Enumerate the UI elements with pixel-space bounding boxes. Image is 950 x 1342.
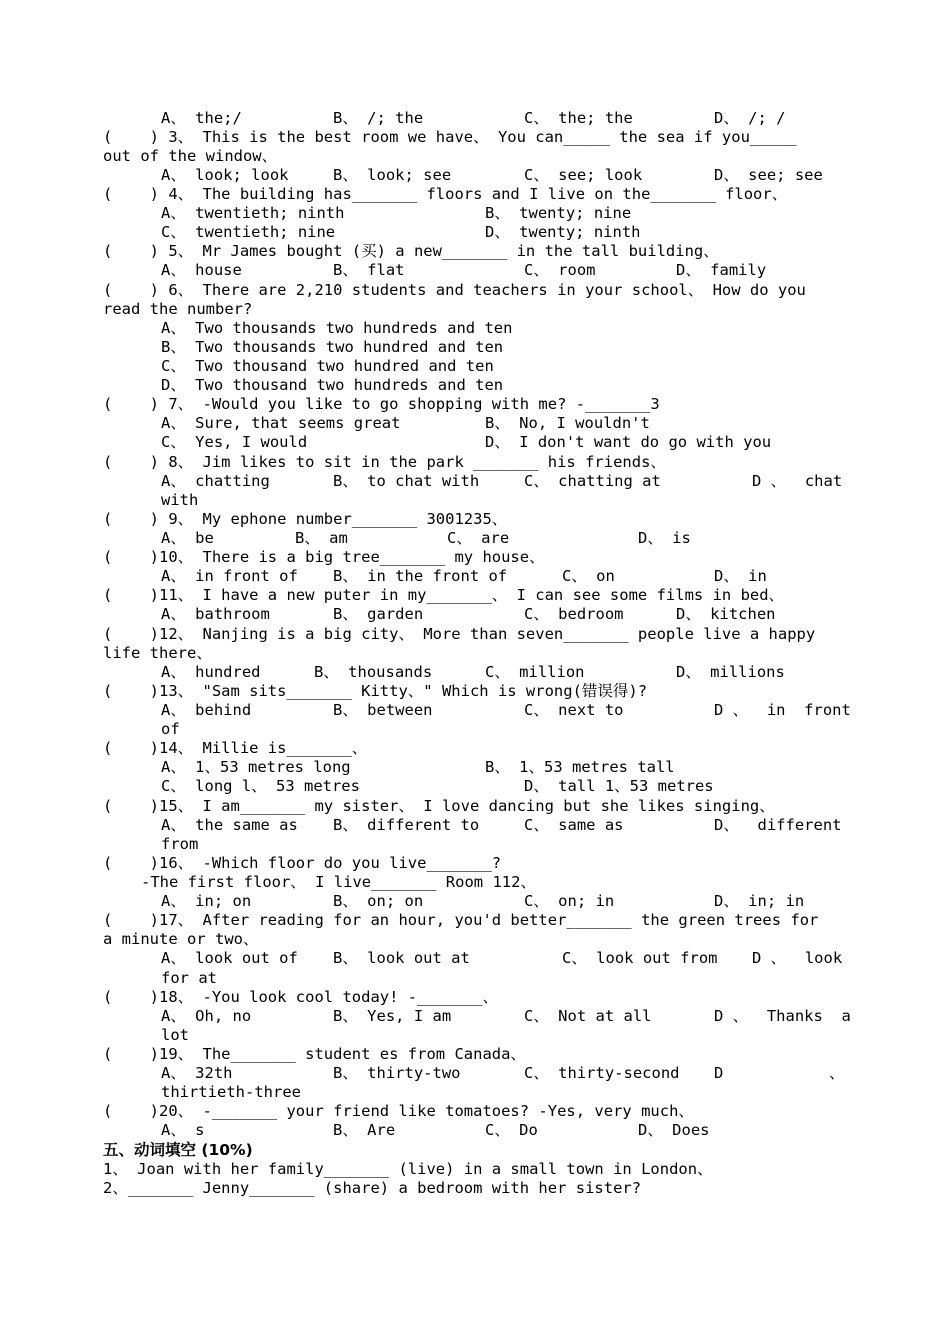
text-line: B、 1、53 metres tall [485, 758, 675, 776]
text-line: thirtieth-three [161, 1083, 301, 1101]
text-line: D、 in; in [714, 892, 805, 910]
text-line: A、 s [161, 1121, 205, 1139]
section-heading: 五、动词填空 (10%) [103, 1141, 253, 1159]
text-line: 、 [829, 1064, 845, 1082]
text-line: read the number? [103, 300, 253, 318]
text-line: D、 Does [638, 1121, 710, 1139]
text-line: A、 behind [161, 701, 252, 719]
text-line: A、 the;/ [161, 109, 242, 127]
text-line: A、 32th [161, 1064, 233, 1082]
text-line: D、 millions [676, 663, 785, 681]
text-line: of [161, 720, 180, 738]
text-line: A、 house [161, 261, 242, 279]
text-line: A、 the same as [161, 816, 298, 834]
text-line: A、 chatting [161, 472, 270, 490]
text-line: B、 No, I wouldn't [485, 414, 650, 432]
text-line: ( )11、 I have a new puter in my_______、 I can see some films in bed、 [103, 586, 785, 604]
text-line: out of the window、 [103, 147, 278, 165]
text-line: A、 in; on [161, 892, 252, 910]
text-line: B、 twenty; nine [485, 204, 632, 222]
text-line: B、 to chat with [333, 472, 480, 490]
text-line: for at [161, 969, 217, 987]
text-line: C、 see; look [524, 166, 643, 184]
text-line: A、 1、53 metres long [161, 758, 351, 776]
text-line: -The first floor、 I live_______ Room 112、 [141, 873, 536, 891]
text-line: C、 same as [524, 816, 624, 834]
text-line: ( )13、 "Sam sits_______ Kitty、" Which is wrong(错误得)? [103, 682, 648, 700]
text-line: D、 different [714, 816, 842, 834]
text-line: ( ) 9、 My ephone number_______ 3001235、 [103, 510, 508, 528]
text-line: D、 in [714, 567, 767, 585]
text-line: A、 be [161, 529, 214, 547]
text-line: ( )15、 I am_______ my sister、 I love dancing but she likes singing、 [103, 797, 775, 815]
text-line: A、 twentieth; ninth [161, 204, 345, 222]
text-line: D、 Two thousand two hundreds and ten [161, 376, 504, 394]
text-line: ( )14、 Millie is_______、 [103, 739, 368, 757]
text-line: C、 Yes, I would [161, 433, 308, 451]
text-line: D 、 look [752, 949, 843, 967]
text-line: ( )17、 After reading for an hour, you'd better_______ the green trees for [103, 911, 819, 929]
text-line: A、 look; look [161, 166, 289, 184]
text-line: life there、 [103, 644, 212, 662]
text-line: C、 twentieth; nine [161, 223, 336, 241]
text-line: C、 chatting at [524, 472, 661, 490]
text-line: C、 look out from [562, 949, 718, 967]
text-line: B、 different to [333, 816, 480, 834]
text-line: D、 twenty; ninth [485, 223, 641, 241]
text-line: lot [161, 1026, 189, 1044]
text-line: B、 Yes, I am [333, 1007, 452, 1025]
text-line: D 、 chat [752, 472, 843, 490]
text-line: C、 on [562, 567, 615, 585]
text-line: ( )19、 The_______ student es from Canada、 [103, 1045, 526, 1063]
text-line: B、 in the front of [333, 567, 508, 585]
text-line: C、 Do [485, 1121, 538, 1139]
text-line: C、 Two thousand two hundred and ten [161, 357, 494, 375]
text-line: D、 see; see [714, 166, 823, 184]
text-line: ( ) 5、 Mr James bought (买) a new_______ in the tall building、 [103, 242, 719, 260]
text-line: D、 tall 1、53 metres [524, 777, 714, 795]
text-line: 2、_______ Jenny_______ (share) a bedroom with her sister? [103, 1179, 642, 1197]
text-line: C、 are [447, 529, 510, 547]
text-line: 1、 Joan with her family_______ (live) in a small town in London、 [103, 1160, 713, 1178]
text-line: B、 flat [333, 261, 405, 279]
text-line: C、 thirty-second [524, 1064, 680, 1082]
text-line: B、 am [295, 529, 348, 547]
text-line: A、 bathroom [161, 605, 270, 623]
text-line: B、 look out at [333, 949, 470, 967]
text-line: a minute or two、 [103, 930, 259, 948]
text-line: D 、 in front [714, 701, 851, 719]
text-line: B、 thirty-two [333, 1064, 461, 1082]
text-line: B、 /; the [333, 109, 424, 127]
text-line: A、 Sure, that seems great [161, 414, 401, 432]
text-line: C、 room [524, 261, 596, 279]
text-line: B、 thousands [314, 663, 433, 681]
text-line: C、 Not at all [524, 1007, 652, 1025]
text-line: ( )20、 -_______ your friend like tomatoes? -Yes, very much、 [103, 1102, 694, 1120]
text-line: D、 is [638, 529, 691, 547]
text-line: D、 kitchen [676, 605, 776, 623]
text-line: ( ) 3、 This is the best room we have、 You can_____ the sea if you_____ [103, 128, 797, 146]
text-line: B、 between [333, 701, 433, 719]
text-line: C、 next to [524, 701, 624, 719]
text-line: with [161, 491, 199, 509]
text-line: ( ) 6、 There are 2,210 students and teachers in your school、 How do you [103, 281, 806, 299]
text-line: C、 the; the [524, 109, 633, 127]
text-line: ( ) 7、 -Would you like to go shopping with me? -_______3 [103, 395, 660, 413]
text-line: A、 Oh, no [161, 1007, 252, 1025]
text-line: ( )16、 -Which floor do you live_______? [103, 854, 502, 872]
text-line: C、 bedroom [524, 605, 624, 623]
text-line: D、 /; / [714, 109, 786, 127]
text-line: B、 look; see [333, 166, 452, 184]
text-line: A、 look out of [161, 949, 298, 967]
text-line: A、 hundred [161, 663, 261, 681]
text-line: D 、 Thanks a [714, 1007, 851, 1025]
text-line: D、 family [676, 261, 767, 279]
text-line: B、 garden [333, 605, 424, 623]
text-line: from [161, 835, 199, 853]
text-line: ( )18、 -You look cool today! -_______、 [103, 988, 498, 1006]
text-line: B、 Two thousands two hundred and ten [161, 338, 504, 356]
text-line: D [714, 1064, 724, 1082]
text-line: A、 in front of [161, 567, 298, 585]
text-line: B、 on; on [333, 892, 424, 910]
text-line: C、 on; in [524, 892, 615, 910]
text-line: D、 I don't want do go with you [485, 433, 772, 451]
text-line: C、 long l、 53 metres [161, 777, 360, 795]
text-line: ( )10、 There is a big tree_______ my house、 [103, 548, 545, 566]
text-line: ( ) 4、 The building has_______ floors and I live on the_______ floor、 [103, 185, 788, 203]
text-line: ( ) 8、 Jim likes to sit in the park _______ his friends、 [103, 453, 666, 471]
text-line: A、 Two thousands two hundreds and ten [161, 319, 513, 337]
text-line: C、 million [485, 663, 585, 681]
text-line: B、 Are [333, 1121, 396, 1139]
text-line: ( )12、 Nanjing is a big city、 More than seven_______ people live a happy [103, 625, 816, 643]
